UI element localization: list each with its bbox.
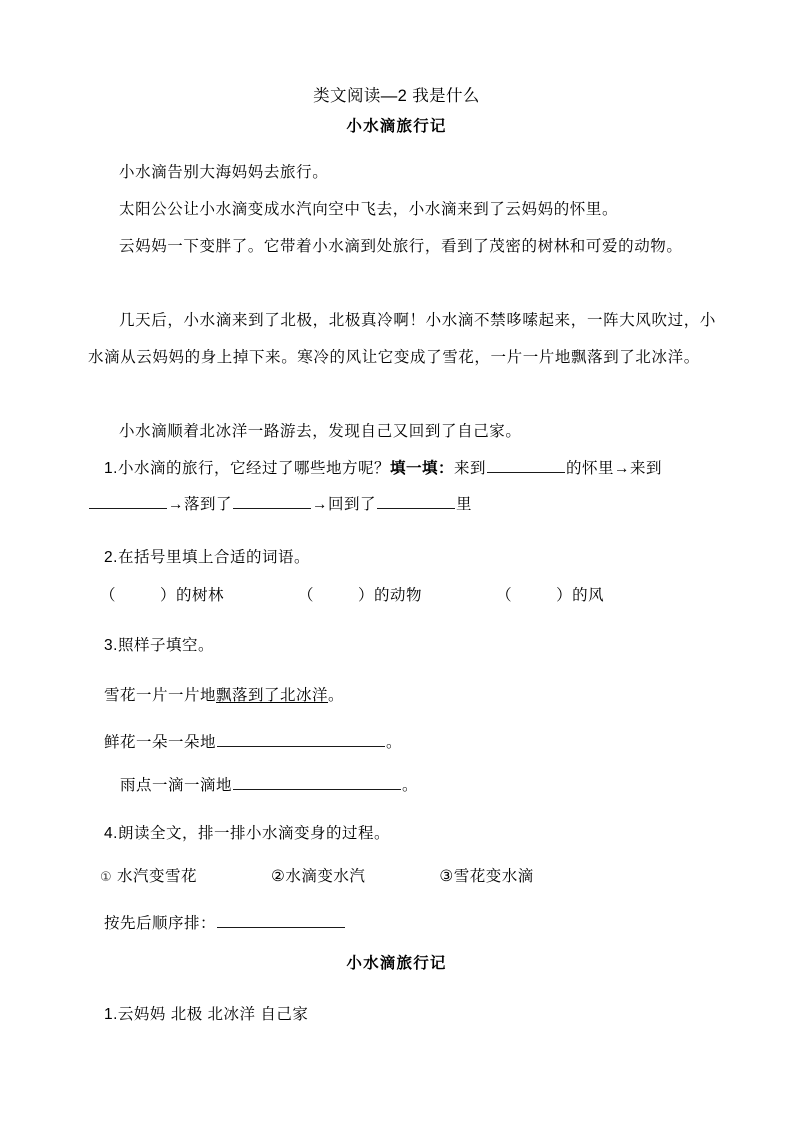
question-3 <box>88 628 716 664</box>
q2-item-1-open: （ <box>100 587 117 604</box>
passage-paragraph-2: 太阳公公让小水滴变成水汽向空中飞去，小水滴来到了云妈妈的怀里。 <box>119 201 619 218</box>
q1-seg4: →落到了 <box>168 496 233 513</box>
story-title: 小水滴旅行记 <box>346 118 447 135</box>
q3-practice-line-1 <box>104 725 732 761</box>
q1-blank-1[interactable] <box>487 457 565 473</box>
q4-number: 4. <box>104 825 118 842</box>
q2-item-2-close: ）的动物 <box>358 587 423 604</box>
q4-options-row <box>100 859 728 895</box>
q3-number: 3. <box>104 637 118 654</box>
q3-line1-prefix: 鲜花一朵一朵地 <box>104 734 217 751</box>
q2-item-1-close: ）的树林 <box>160 587 225 604</box>
q2-item-3 <box>496 587 604 604</box>
question-1 <box>88 451 716 523</box>
q4-option-1-marker: ① <box>100 869 113 884</box>
q1-blank-2[interactable] <box>89 493 167 509</box>
q2-item-3-open: （ <box>496 587 513 604</box>
q3-example-suffix: 。 <box>328 687 345 704</box>
question-4 <box>88 816 716 852</box>
q1-stem: 小水滴的旅行，它经过了哪些地方呢？ <box>117 460 390 477</box>
q2-item-3-close: ）的风 <box>556 587 605 604</box>
q4-option-1-text: 水汽变雪花 <box>112 868 197 885</box>
question-2-blanks-row <box>100 578 728 614</box>
q1-seg1: 来到 <box>453 460 486 477</box>
q2-item-2 <box>298 587 422 604</box>
q1-seg3: 来到 <box>630 460 663 477</box>
page-title: 类文阅读—2 我是什么 <box>313 87 480 105</box>
q4-option-2-text: 水滴变水汽 <box>285 868 366 885</box>
q4-option-3[interactable] <box>439 868 533 885</box>
answer-key-title: 小水滴旅行记 <box>346 955 447 972</box>
q1-seg6: 里 <box>456 496 473 513</box>
q1-seg5: →回到了 <box>312 496 377 513</box>
q2-item-1 <box>100 587 224 604</box>
question-2 <box>88 540 716 576</box>
passage-paragraph-4: 几天后，小水滴来到了北极，北极真冷啊！小水滴不禁哆嗦起来，一阵大风吹过，小水滴从云妈妈的身上掉下来。寒冷的风让它变成了雪花，一片一片地飘落到了北冰洋。 <box>88 312 716 366</box>
q4-option-2[interactable] <box>271 868 365 885</box>
q4-option-3-marker: ③ <box>439 868 454 885</box>
q3-line1-suffix: 。 <box>386 734 403 751</box>
q1-bold-label: 填一填： <box>389 460 454 477</box>
q3-line1-blank[interactable] <box>217 731 385 747</box>
q4-option-2-marker: ② <box>270 868 286 885</box>
q4-order-prompt: 按先后顺序排： <box>104 915 217 932</box>
passage-paragraph-3: 云妈妈一下变胖了。它带着小水滴到处旅行，看到了茂密的树林和可爱的动物。 <box>119 238 683 255</box>
q3-line2-suffix: 。 <box>402 777 419 794</box>
q2-number: 2. <box>104 549 118 566</box>
q4-stem: 朗读全文，排一排小水滴变身的过程。 <box>117 825 390 842</box>
q1-seg2: 的怀里→ <box>565 460 630 477</box>
q1-blank-4[interactable] <box>377 493 455 509</box>
q2-item-2-open: （ <box>298 587 315 604</box>
passage-paragraph-1: 小水滴告别大海妈妈去旅行。 <box>119 164 329 181</box>
q4-order-row <box>104 906 732 942</box>
q3-example-sentence <box>104 678 732 714</box>
q4-option-1[interactable] <box>100 868 197 885</box>
q3-line2-blank[interactable] <box>233 774 401 790</box>
q3-line2-prefix: 雨点一滴一滴地 <box>120 777 233 794</box>
q3-practice-line-2 <box>120 768 748 804</box>
answer-item-1: 1.云妈妈 北极 北冰洋 自己家 <box>104 1006 309 1023</box>
q3-example-prefix: 雪花一片一片地 <box>104 687 217 704</box>
q1-blank-3[interactable] <box>233 493 311 509</box>
q1-number: 1. <box>104 460 118 477</box>
q2-stem: 在括号里填上合适的词语。 <box>117 549 310 566</box>
passage-paragraph-5: 小水滴顺着北冰洋一路游去，发现自己又回到了自己家。 <box>119 423 522 440</box>
q3-example-underlined: 飘落到了北冰洋 <box>216 687 329 704</box>
q3-stem: 照样子填空。 <box>117 637 214 654</box>
q4-option-3-text: 雪花变水滴 <box>453 868 534 885</box>
q4-order-blank[interactable] <box>217 912 345 928</box>
